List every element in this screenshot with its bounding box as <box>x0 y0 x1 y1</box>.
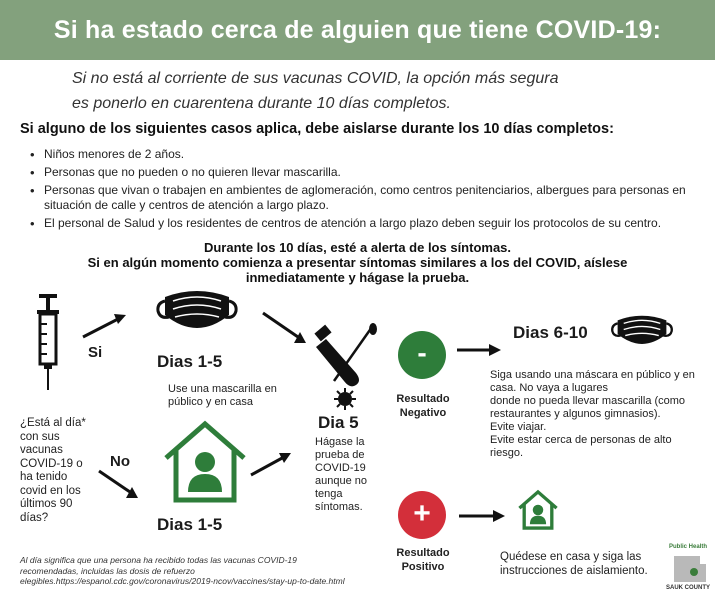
negative-symbol: - <box>417 337 427 368</box>
yes-days-label: Dias 1-5 <box>157 352 223 371</box>
arrow-negative-icon <box>455 342 503 358</box>
isolation-list <box>30 147 710 234</box>
negative-instruction-2: donde no pueda llevar mascarilla (como restaurantes y algunos gimnasios). <box>490 395 686 420</box>
intro-line-1: Si no está al corriente de sus vacunas COVID, la opción más segura <box>72 70 559 87</box>
house-icon <box>162 420 248 504</box>
vaccination-question: ¿Está al día* con sus vacunas COVID-19 o ha tenido covid en los últimos 90 días? <box>20 417 86 524</box>
public-health-logo <box>664 542 712 597</box>
list-item: • Personas que vivan o trabajen en ambientes de aglomeración, como centros penitenciarios, albergues para personas en situación de calle y centros de atención a largo plazo. <box>30 183 710 213</box>
test-tube-icon <box>312 325 378 411</box>
day5-label: Dia 5 <box>318 413 359 432</box>
no-days-label: Dias 1-5 <box>157 515 223 534</box>
intro-line-2: es ponerlo en cuarentena durante 10 días completos. <box>72 95 451 112</box>
alert-line-3: inmediatamente y hágase la prueba. <box>245 270 470 285</box>
yes-instruction: Use una mascarilla en público y en casa <box>168 383 277 408</box>
house-icon <box>517 490 559 530</box>
arrow-home-to-test-icon <box>248 448 294 478</box>
negative-instruction-1: Siga usando una máscara en público y en casa. No vaya a lugares <box>490 369 695 394</box>
mask-icon <box>155 285 239 337</box>
syringe-icon <box>30 292 66 392</box>
mask-icon <box>610 310 674 352</box>
no-label: No <box>110 453 130 470</box>
symptom-alert <box>0 240 715 285</box>
arrow-to-test-icon <box>260 310 310 346</box>
isolation-heading: Si alguno de los siguientes casos aplica, debe aislarse durante los 10 días completos: <box>20 121 614 137</box>
list-item: • Niños menores de 2 años. <box>30 147 710 162</box>
negative-result-label: Resultado Negativo <box>396 393 450 419</box>
list-item: • Personas que no pueden o no quieren llevar mascarilla. <box>30 165 710 180</box>
arrow-yes-icon <box>80 310 130 340</box>
days-6-10-label: Dias 6-10 <box>513 323 588 342</box>
negative-instruction-3: Evite viajar. <box>490 421 547 433</box>
logo-bottom-text: SAUK COUNTY <box>665 585 710 591</box>
arrow-no-icon <box>96 468 142 502</box>
negative-instructions <box>490 369 705 460</box>
page-header: Si ha estado cerca de alguien que tiene COVID-19: <box>0 0 715 60</box>
footnote: Al día significa que una persona ha recibido todas las vacunas COVID-19 recomendadas, incluidas las dosis de refuerzo elegibles.https://espanol.cdc.gov/coronavirus/2019-ncov/vaccines/stay-up-to-date.html <box>20 555 345 586</box>
day5-instruction: Hágase la prueba de COVID-19 aunque no tenga síntomas. <box>315 436 367 513</box>
alert-line-1: Durante los 10 días, esté a alerta de los síntomas. <box>203 240 512 255</box>
yes-label: Si <box>88 344 103 361</box>
negative-instruction-4: Evite estar cerca de personas de alto riesgo. <box>490 434 672 459</box>
logo-top-text: Public Health <box>668 544 707 550</box>
arrow-positive-icon <box>457 508 507 524</box>
positive-symbol: + <box>413 497 431 530</box>
list-item: • El personal de Salud y los residentes de centros de atención a largo plazo deben seguir los protocolos de su centro. <box>30 216 710 231</box>
intro-text <box>72 66 672 116</box>
positive-instruction: Quédese en casa y siga las instrucciones de aislamiento. <box>500 551 648 577</box>
alert-line-2: Si en algún momento comienza a presentar síntomas similares a los del COVID, aíslese <box>87 255 628 270</box>
positive-result-label: Resultado Positivo <box>396 547 450 573</box>
